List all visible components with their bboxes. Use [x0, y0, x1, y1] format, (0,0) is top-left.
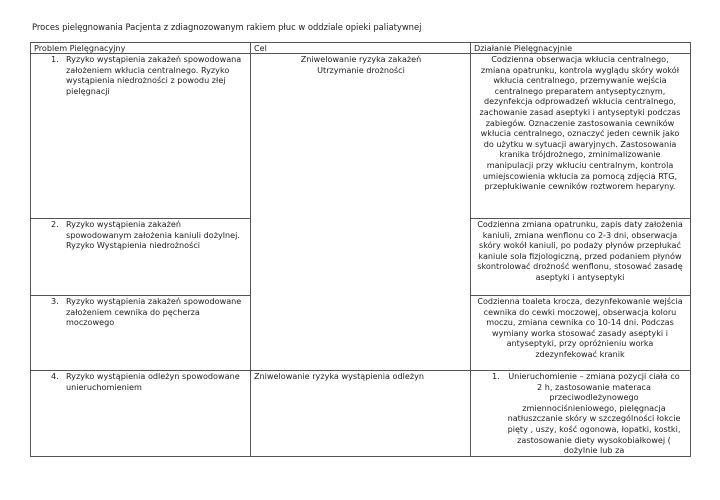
item-number: 4.	[51, 371, 59, 381]
problem-text: Ryzyko wystąpienia zakażeń spowodowane założeniem cewnika do pęcherza moczowego	[66, 296, 242, 328]
action-text: Codzienna zmiana opatrunku, zapis daty założenia kaniuli, zmiana wenflonu co 2-3 dni, obserwacja skóry wokół kaniuli, po podaży płynów przepłukać kaniule sola fizjologiczną, przed podaniem płynów skontrolować drożność wenflonu, stosować zasadę aseptyki i antyseptyki	[477, 219, 683, 282]
goal-cell-merged	[251, 54, 471, 371]
problem-cell	[31, 371, 251, 457]
action-text: Codzienna toaleta krocza, dezynfekowanie wejścia cewnika do cewki moczowej, obserwacja koloru moczu, zmiana cewnika co 10-14 dni. Podczas wymiany worka stosować zasady aseptyki i antyseptyki, przy opróżnieniu worka zdezynfekować kranik	[477, 296, 683, 359]
problem-cell	[31, 54, 251, 219]
header-goal: Cel	[251, 43, 471, 54]
item-number: 3.	[51, 296, 59, 306]
problem-cell	[31, 219, 251, 296]
header-action: Działanie Pielęgnacyjnie	[471, 43, 691, 54]
goal-cell	[251, 371, 471, 457]
item-number: 1.	[51, 54, 59, 64]
header-problem: Problem Pielęgnacyjny	[31, 43, 251, 54]
action-text: Codzienna obserwacja wkłucia centralnego, zmiana opatrunku, kontrola wyglądu skóry wokół wkłucia centralnego, przemywanie wejścia centralnego preparatem antyseptycznym, dezynfekcja odprowadzeń wkłucia centralnego, zachowanie zasad aseptyki i antyseptyki podczas zabiegów. Oznaczenie zastosowania cewników wkłucia centralnego, oznaczyć jeden cewnik jako do użytku w sytuacji awaryjnych. Zastosowania kranika trójdrożnego, zminimalizowanie manipulacji przy wkłuciu centralnym, kontrola umiejscowienia wkłucia za pomocą zdjęcia RTG, przepłukiwanie cewników roztworem heparyny.	[479, 54, 681, 192]
action-cell	[471, 54, 691, 219]
table-header-row	[31, 43, 691, 54]
action-cell	[471, 371, 691, 457]
item-number: 2.	[51, 219, 59, 229]
action-cell	[471, 296, 691, 371]
action-cell	[471, 219, 691, 296]
action-text: Unieruchomienie – zmiana pozycji ciała co 2 h, zastosowanie materaca przeciwodleżynowego zmiennociśnieniowego, pielęgnacja natłuszczanie skóry w szczególności łokcie pięty , uszy, kość ogonowa, łopatki, kostki, zastosowanie diety wysokobiałkowej ( dożylnie lub za	[507, 371, 681, 456]
action-item-number: 1.	[492, 371, 500, 381]
goal-line-1: Zniwelowanie ryzyka zakażeń	[300, 54, 422, 64]
table-row	[31, 371, 691, 457]
document-title: Proces pielęgnowania Pacjenta z zdiagnozowanym rakiem płuc w oddziale opieki paliatywnej	[32, 22, 422, 32]
problem-text: Ryzyko wystąpienia odleżyn spowodowane unieruchomieniem	[66, 371, 240, 392]
table-row	[31, 54, 691, 219]
problem-text: Ryzyko wystąpienia zakażeń spowodowanym założenia kaniuli dożylnej. Ryzyko Wystąpienia niedrożności	[66, 219, 240, 251]
problem-text: Ryzyko wystąpienia zakażeń spowodowana założeniem wkłucia centralnego. Ryzyko wystąpienia niedrożności z powodu złej pielęgnacji	[66, 54, 242, 96]
problem-cell	[31, 296, 251, 371]
nursing-care-table	[30, 42, 691, 457]
goal-text: Zniwelowanie ryzyka wystąpienia odleżyn	[254, 371, 424, 381]
goal-line-2: Utrzymanie drożności	[317, 64, 405, 75]
